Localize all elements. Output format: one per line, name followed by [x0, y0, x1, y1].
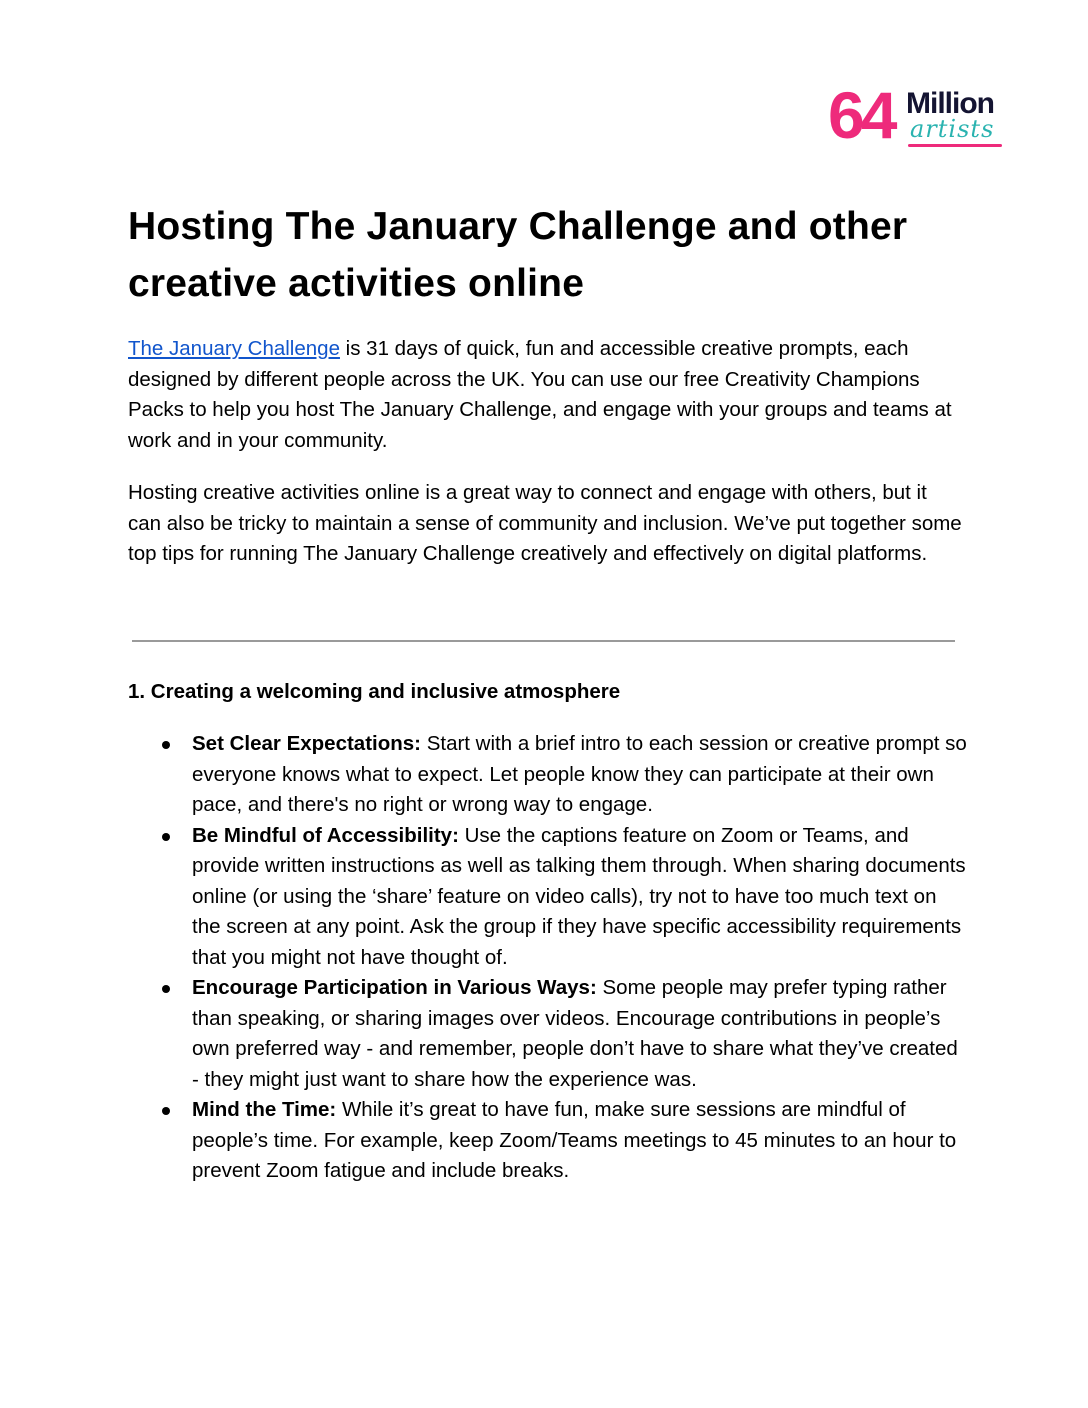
tip-term: Set Clear Expectations: [192, 732, 421, 755]
logo-word-artists: artists [910, 115, 995, 143]
section-heading: 1. Creating a welcoming and inclusive atmosphere [128, 680, 621, 703]
bullet-icon [162, 833, 170, 841]
list-item [128, 1095, 968, 1187]
tip-term: Be Mindful of Accessibility: [192, 823, 459, 847]
list-item [128, 821, 968, 974]
list-item [128, 729, 968, 821]
tips-list [128, 729, 968, 1187]
tip-text: While it’s great to have fun, make sure sessions are mindful of people’s time. For example, keep Zoom/Teams meetings to 45 minutes to an hour to prevent Zoom fatigue and include breaks. [192, 1098, 957, 1182]
logo-underline [908, 144, 1002, 147]
page-title: Hosting The January Challenge and other creative activities online [128, 205, 908, 305]
logo-number: 64 [828, 78, 894, 152]
bullet-icon [162, 985, 170, 993]
january-challenge-link[interactable]: The January Challenge [128, 337, 340, 360]
list-item [128, 973, 968, 1095]
64-million-artists-logo [828, 78, 1008, 152]
logo-word-million: Million [906, 87, 994, 120]
bullet-icon [162, 741, 170, 749]
tip-text: Start with a brief intro to each session or creative prompt so everyone knows what to expect. Let people know they can participate at their own pace, and there's no right or wrong way to engage. [192, 732, 967, 816]
second-paragraph: Hosting creative activities online is a great way to connect and engage with others, but it can also be tricky to maintain a sense of community and inclusion. We’ve put together some top tips for running The January Challenge creatively and effectively on digital platforms. [128, 481, 962, 565]
intro-paragraph [128, 334, 964, 456]
tip-text: Some people may prefer typing rather than speaking, or sharing images over videos. Encourage contributions in people’s own preferred way - and remember, people don’t have to share what they’ve created - they might just want to share how the experience was. [192, 976, 958, 1091]
tip-term: Encourage Participation in Various Ways: [192, 976, 597, 999]
section-divider [132, 640, 955, 642]
bullet-icon [162, 1107, 170, 1115]
tip-text: Use the captions feature on Zoom or Teams, and provide written instructions as well as talking them through. When sharing documents online (or using the ‘share’ feature on video calls), try not to have too much text on the screen at any point. Ask the group if they have specific accessibility requirements that you might not have thought of. [192, 823, 966, 969]
tip-term: Mind the Time: [192, 1098, 337, 1121]
intro-text: is 31 days of quick, fun and accessible creative prompts, each designed by different people across the UK. You can use our free Creativity Champions Packs to help you host The January Challenge, and engage with your groups and teams at work and in your community. [128, 337, 952, 452]
